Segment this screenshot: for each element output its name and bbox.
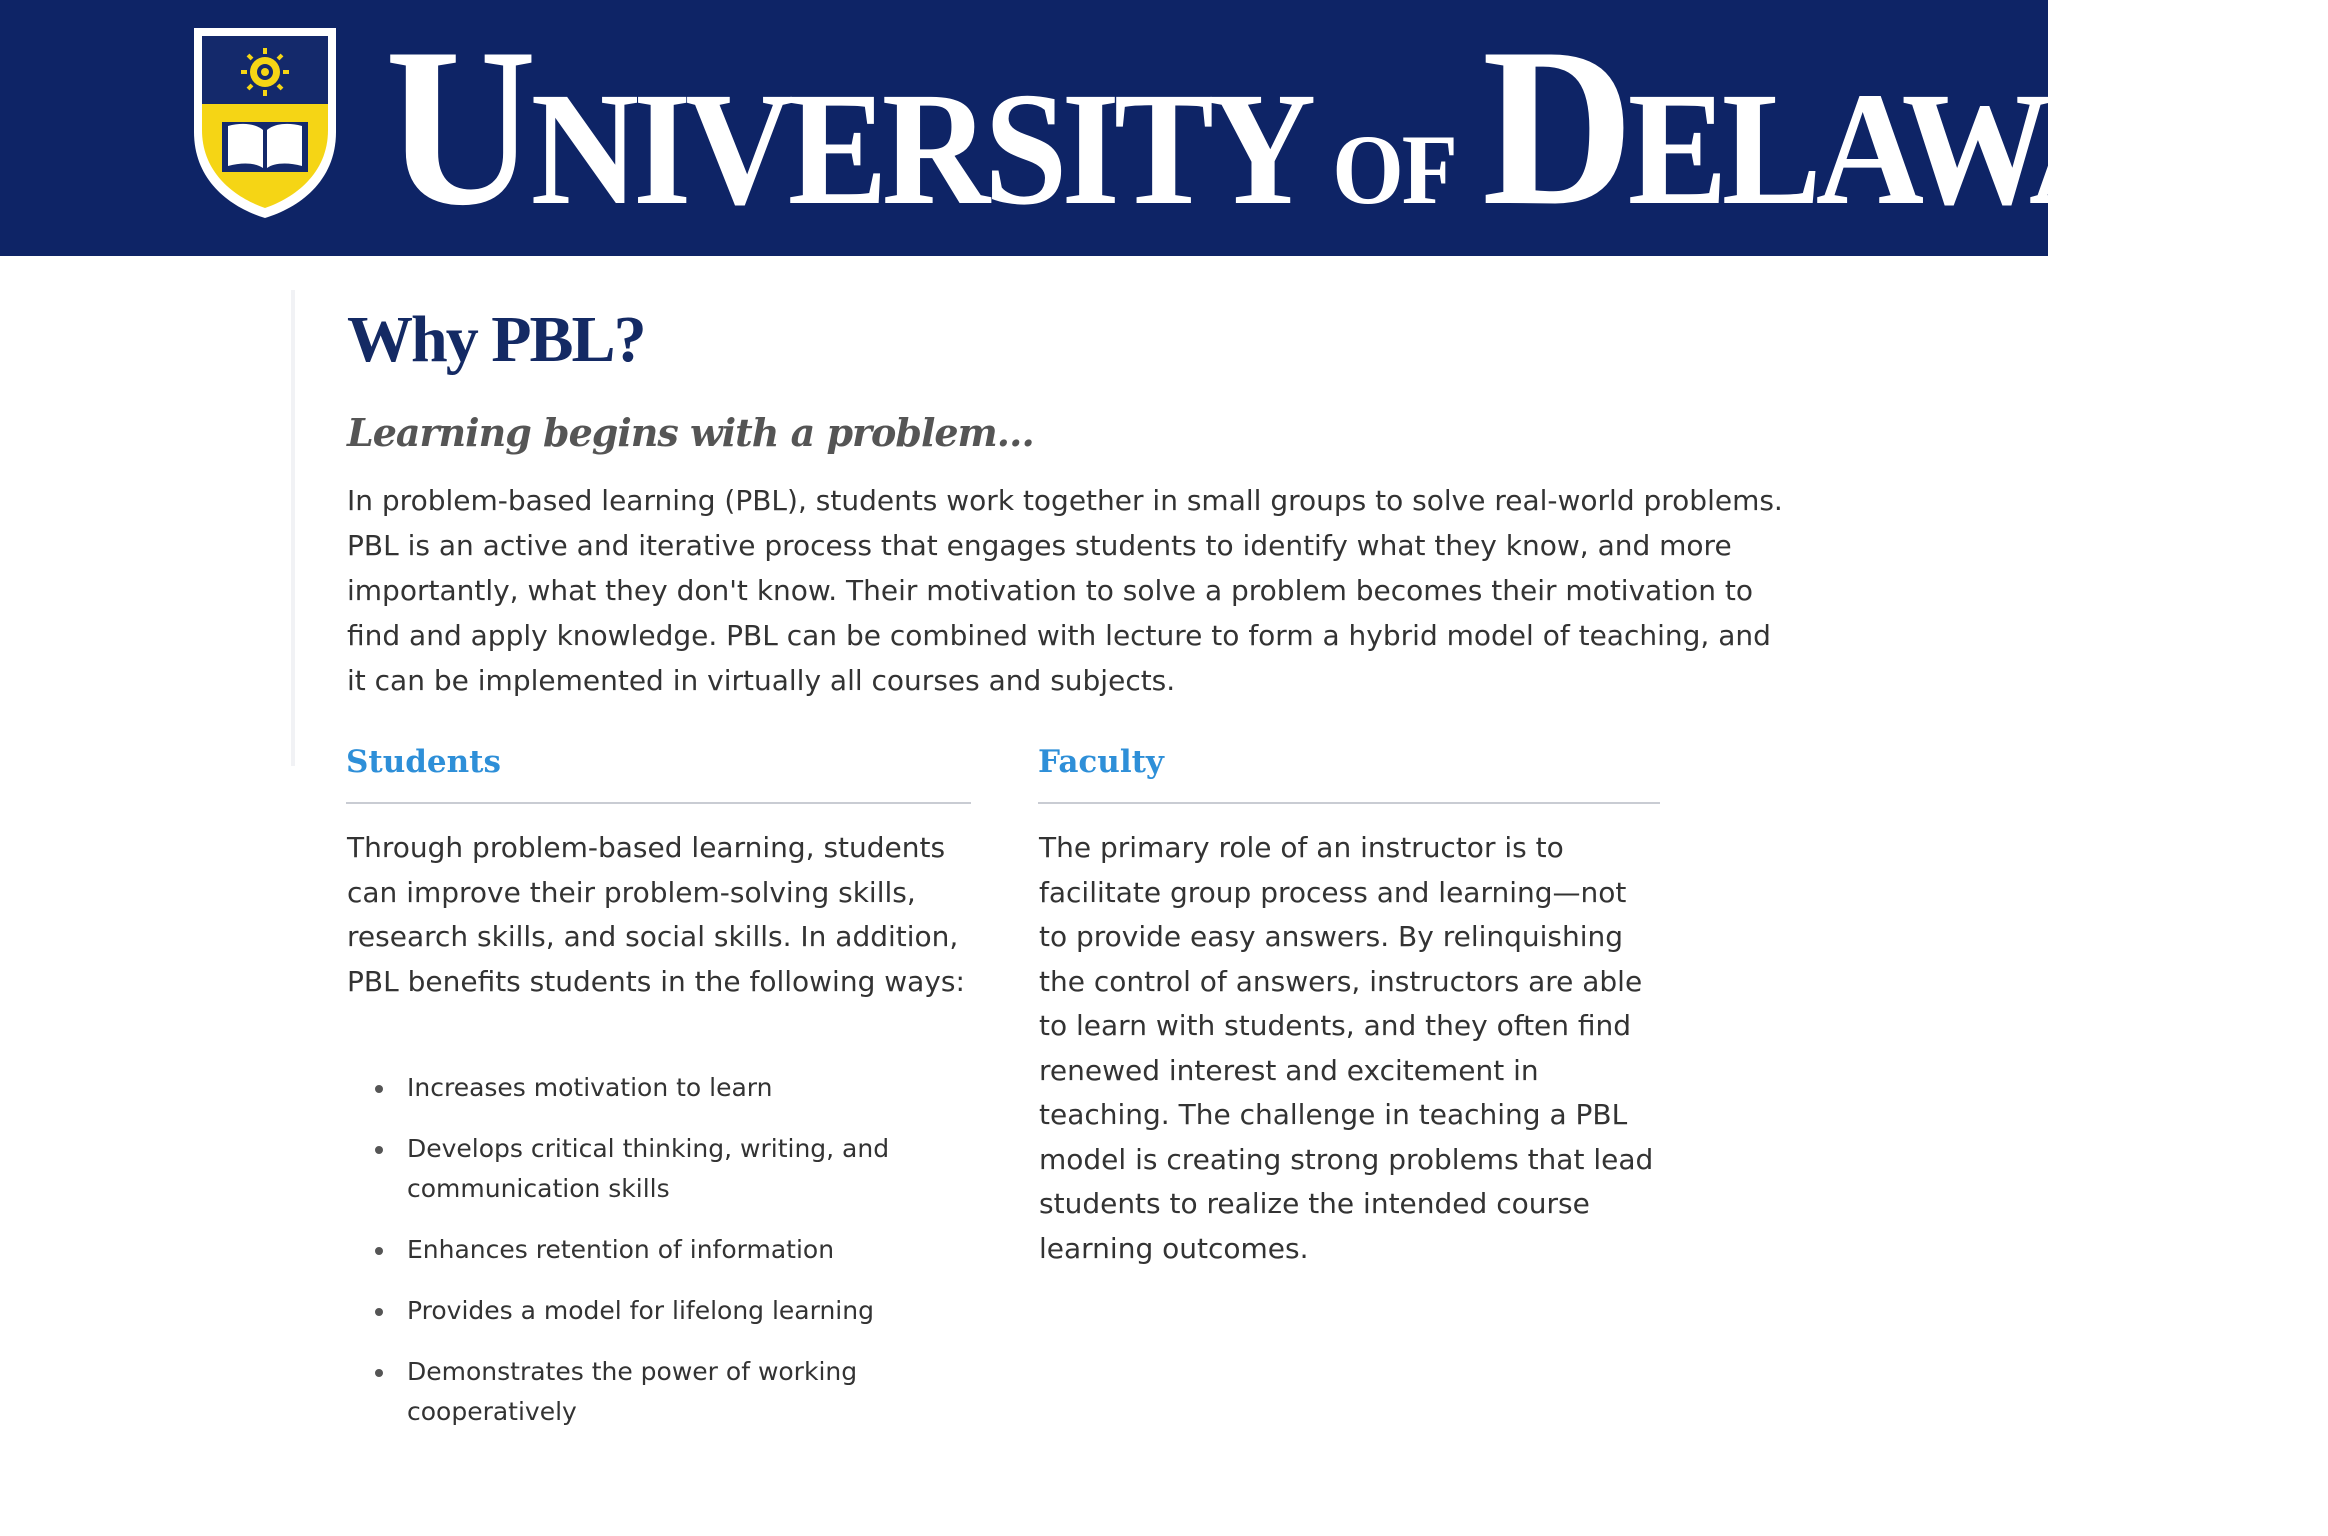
bullet-icon (375, 1146, 383, 1154)
wordmark-niversity: NIVERSITY (530, 59, 1311, 239)
students-paragraph: Through problem-based learning, students can improve their problem-solving skills, research skills, and social skills. In addition, PBL benefits students in the following ways: (347, 831, 965, 998)
students-divider (346, 802, 971, 804)
list-item-text: Demonstrates the power of working cooperatively (407, 1357, 858, 1426)
university-wordmark (385, 2, 2328, 253)
faculty-divider (1038, 802, 1660, 804)
list-item (407, 1352, 1007, 1432)
open-book-icon (222, 122, 308, 172)
faculty-paragraph: The primary role of an instructor is to facilitate group process and learning—not to provide easy answers. By relinquishing the control of answers, instructors are able to learn with students, and they often find renewed interest and excitement in teaching. The challenge in teaching a PBL model is creating strong problems that lead students to realize the intended course learning outcomes. (1039, 831, 1654, 1265)
list-item (407, 1291, 1007, 1331)
list-item-text: Develops critical thinking, writing, and communication skills (407, 1134, 890, 1203)
bullet-icon (375, 1369, 383, 1377)
list-item (407, 1129, 1007, 1209)
wordmark-elaware: ELAWARE (1627, 59, 2328, 239)
list-item (407, 1230, 1007, 1270)
list-item-text: Provides a model for lifelong learning (407, 1296, 874, 1325)
university-banner (0, 0, 2328, 256)
list-item-text: Enhances retention of information (407, 1235, 835, 1264)
bullet-icon (375, 1085, 383, 1093)
lead-heading: Learning begins with a problem… (347, 410, 1034, 455)
list-item-text: Increases motivation to learn (407, 1073, 773, 1102)
university-shield-icon (188, 22, 342, 222)
bullet-icon (375, 1247, 383, 1255)
faculty-heading: Faculty (1038, 744, 1164, 780)
student-benefits-list (347, 1068, 1007, 1453)
intro-paragraph: In problem-based learning (PBL), students work together in small groups to solve real-world problems. PBL is an active and iterative process that engages students to identify what they know, and more importantly, what they don't know. Their motivation to solve a problem becomes their motivation to find and apply knowledge. PBL can be combined with lecture to form a hybrid model of teaching, and it can be implemented in virtually all courses and subjects. (347, 484, 1783, 697)
students-heading: Students (346, 744, 501, 780)
wordmark-u: U (385, 2, 531, 253)
wordmark-d: D (1482, 2, 1628, 253)
list-item (407, 1068, 1007, 1108)
bullet-icon (375, 1308, 383, 1316)
page-title: Why PBL? (347, 303, 645, 376)
content-left-rule (291, 290, 295, 766)
wordmark-of: OF (1332, 114, 1456, 225)
